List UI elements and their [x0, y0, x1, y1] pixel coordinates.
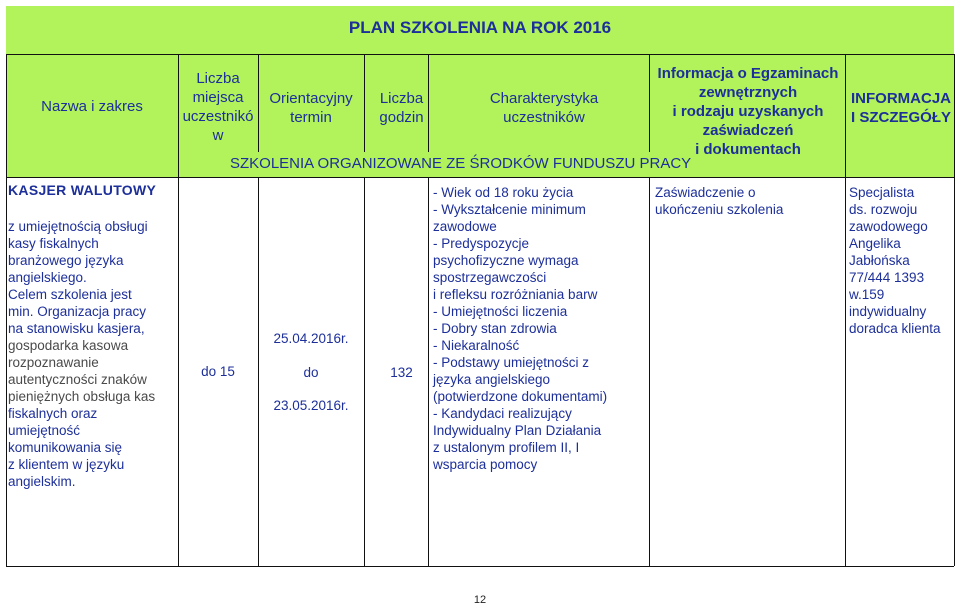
grid-line	[178, 54, 179, 566]
header-details: INFORMACJA I SZCZEGÓŁY	[850, 90, 951, 126]
date-to: 23.05.2016r.	[273, 398, 349, 413]
grid-line	[6, 54, 954, 55]
date-separator: do	[303, 365, 319, 380]
grid-line	[6, 54, 7, 566]
header-profile: Charakterystyka uczestników	[489, 90, 599, 126]
grid-line	[364, 54, 365, 152]
seats-value: do 15	[201, 364, 235, 379]
header-seats: Liczba miejsca uczestnikó w	[182, 70, 254, 144]
course-description-1: z umiejętnością obsługi kasy fiskalnych branżowego języka angielskiego. Celem szkolenia jest min. Organizacja pracy na stanowisku kasjera,	[8, 219, 148, 336]
contact-details: Specjalista ds. rozwoju zawodowego Angelika Jabłońska 77/444 1393 w.159 indywidualny doradca klienta	[849, 185, 941, 336]
header-date: Orientacyjny termin	[269, 90, 353, 126]
grid-line	[845, 54, 846, 566]
header-hours: Liczba godzin	[379, 90, 424, 126]
grid-line	[954, 54, 955, 566]
grid-line	[6, 177, 954, 178]
date-from: 25.04.2016r.	[273, 331, 349, 346]
grid-line	[649, 54, 650, 152]
participant-profile: - Wiek od 18 roku życia - Wykształcenie minimum zawodowe - Predyspozycje psychofizyczne wymaga spostrzegawczości i refleksu rozróżniania barw - Umiejętności liczenia - Dobry stan zdrowia - Niekaralność - Podstawy umiejętności z języka angielskiego (potwierdzone dokumentami) - Kandydaci realizujący Indywidualny Plan Działania z ustalonym profilem II, I wsparcia pomocy	[433, 185, 608, 472]
section-subheader: SZKOLENIA ORGANIZOWANE ZE ŚRODKÓW FUNDUSZU PRACY	[230, 155, 692, 172]
grid-line	[258, 54, 259, 152]
course-description-2: gospodarka kasowa rozpoznawanie autentyczności znaków pieniężnych obsługa kas	[8, 338, 156, 404]
header-name: Nazwa i zakres	[41, 98, 143, 115]
grid-line	[6, 566, 954, 567]
hours-value: 132	[390, 365, 413, 380]
header-exams: Informacja o Egzaminach zewnętrznych i rodzaju uzyskanych zaświadczeń i dokumentach	[657, 65, 839, 158]
exam-info: Zaświadczenie o ukończeniu szkolenia	[655, 185, 784, 217]
page-number: 12	[473, 594, 487, 606]
course-description-3: fiskalnych oraz umiejętność komunikowania się z klientem w języku angielskim.	[8, 406, 125, 489]
grid-line	[428, 54, 429, 152]
grid-line	[649, 177, 650, 566]
course-title: KASJER WALUTOWY	[8, 182, 157, 198]
page-title: PLAN SZKOLENIA NA ROK 2016	[348, 18, 612, 37]
